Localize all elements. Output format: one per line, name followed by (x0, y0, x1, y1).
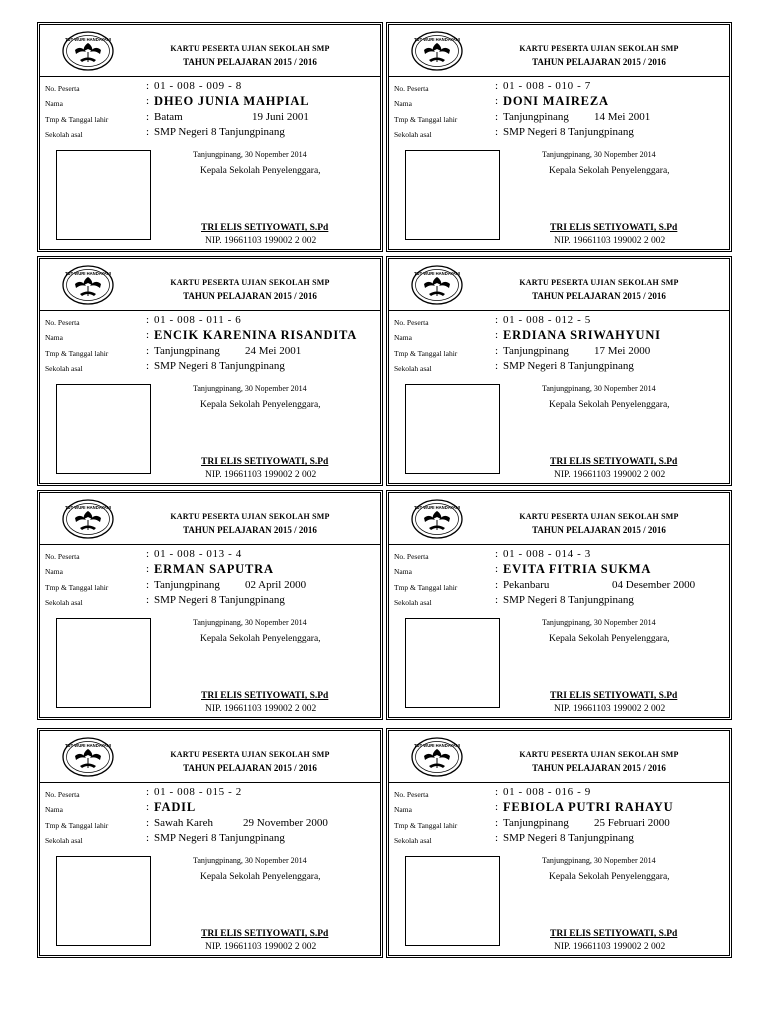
label-sekolah: Sekolah asal (45, 364, 83, 373)
card-title: KARTU PESERTA UJIAN SEKOLAH SMP (170, 512, 330, 521)
exam-card-5 (37, 490, 383, 720)
card-header (40, 259, 380, 311)
signer-position: Kepala Sekolah Penyelenggara, (200, 634, 321, 644)
signer-position: Kepala Sekolah Penyelenggara, (200, 400, 321, 410)
value-tempat-lahir: Tanjungpinang (154, 579, 220, 591)
colon: : (146, 314, 150, 326)
label-no-peserta: No. Peserta (394, 84, 429, 93)
svg-text:TUT WURI HANDAYANI: TUT WURI HANDAYANI (65, 505, 111, 510)
row-ttl (394, 578, 725, 594)
value-no-peserta: 01 - 008 - 012 - 5 (503, 314, 591, 326)
row-nama (45, 562, 376, 578)
row-ttl (394, 110, 725, 126)
row-ttl (45, 816, 376, 832)
colon: : (495, 832, 499, 844)
photo-box (56, 150, 151, 240)
card-header (40, 493, 380, 545)
value-tanggal-lahir: 17 Mei 2000 (594, 345, 651, 357)
card-title: KARTU PESERTA UJIAN SEKOLAH SMP (519, 278, 679, 287)
place-date: Tanjungpinang, 30 Nopember 2014 (542, 618, 656, 627)
label-no-peserta: No. Peserta (45, 790, 80, 799)
photo-box (405, 618, 500, 708)
row-nama (394, 94, 725, 110)
value-nama: ENCIK KARENINA RISANDITA (154, 328, 358, 342)
place-date: Tanjungpinang, 30 Nopember 2014 (193, 384, 307, 393)
photo-box (56, 384, 151, 474)
label-nama: Nama (394, 567, 412, 576)
value-tempat-lahir: Pekanbaru (503, 579, 550, 591)
label-sekolah: Sekolah asal (394, 598, 432, 607)
label-no-peserta: No. Peserta (394, 790, 429, 799)
label-sekolah: Sekolah asal (45, 836, 83, 845)
card-title: KARTU PESERTA UJIAN SEKOLAH SMP (170, 750, 330, 759)
label-ttl: Tmp & Tanggal lahir (45, 115, 109, 124)
label-ttl: Tmp & Tanggal lahir (394, 349, 458, 358)
signer-position: Kepala Sekolah Penyelenggara, (549, 634, 670, 644)
colon: : (146, 548, 150, 560)
exam-card-7 (37, 728, 383, 958)
value-sekolah: SMP Negeri 8 Tanjungpinang (154, 360, 285, 372)
label-nama: Nama (394, 99, 412, 108)
value-no-peserta: 01 - 008 - 015 - 2 (154, 786, 242, 798)
exam-card-2 (386, 22, 732, 252)
svg-text:TUT WURI HANDAYANI: TUT WURI HANDAYANI (65, 37, 111, 42)
value-tempat-lahir: Tanjungpinang (503, 817, 569, 829)
signer-nip: NIP. 19661103 199002 2 002 (554, 704, 666, 714)
signer-nip: NIP. 19661103 199002 2 002 (205, 942, 317, 952)
svg-text:TUT WURI HANDAYANI: TUT WURI HANDAYANI (65, 743, 111, 748)
place-date: Tanjungpinang, 30 Nopember 2014 (542, 856, 656, 865)
colon: : (146, 579, 150, 591)
card-title: KARTU PESERTA UJIAN SEKOLAH SMP (170, 44, 330, 53)
signer-position: Kepala Sekolah Penyelenggara, (549, 166, 670, 176)
tut-wuri-handayani-logo-icon (410, 264, 464, 306)
colon: : (146, 786, 150, 798)
label-sekolah: Sekolah asal (394, 364, 432, 373)
card-title: KARTU PESERTA UJIAN SEKOLAH SMP (519, 44, 679, 53)
value-tanggal-lahir: 04 Desember 2000 (612, 579, 696, 591)
value-tanggal-lahir: 25 Februari 2000 (594, 817, 670, 829)
signer-name: TRI ELIS SETIYOWATI, S.Pd (550, 457, 678, 467)
svg-text:TUT WURI HANDAYANI: TUT WURI HANDAYANI (414, 743, 460, 748)
row-sekolah (394, 831, 725, 847)
photo-box (405, 150, 500, 240)
label-sekolah: Sekolah asal (394, 130, 432, 139)
value-tanggal-lahir: 19 Juni 2001 (252, 111, 309, 123)
value-tanggal-lahir: 24 Mei 2001 (245, 345, 302, 357)
colon: : (495, 817, 499, 829)
signer-name: TRI ELIS SETIYOWATI, S.Pd (201, 457, 329, 467)
value-sekolah: SMP Negeri 8 Tanjungpinang (154, 832, 285, 844)
colon: : (146, 594, 150, 606)
value-nama: ERMAN SAPUTRA (154, 562, 274, 576)
colon: : (495, 126, 499, 138)
svg-text:TUT WURI HANDAYANI: TUT WURI HANDAYANI (414, 271, 460, 276)
card-subtitle: TAHUN PELAJARAN 2015 / 2016 (532, 763, 666, 773)
value-tempat-lahir: Tanjungpinang (503, 345, 569, 357)
exam-card-3 (37, 256, 383, 486)
colon: : (495, 345, 499, 357)
tut-wuri-handayani-logo-icon (61, 30, 115, 72)
colon: : (146, 360, 150, 372)
label-ttl: Tmp & Tanggal lahir (394, 583, 458, 592)
signer-name: TRI ELIS SETIYOWATI, S.Pd (201, 929, 329, 939)
row-sekolah (394, 359, 725, 375)
photo-box (405, 384, 500, 474)
value-no-peserta: 01 - 008 - 009 - 8 (154, 80, 242, 92)
value-no-peserta: 01 - 008 - 014 - 3 (503, 548, 591, 560)
place-date: Tanjungpinang, 30 Nopember 2014 (193, 150, 307, 159)
label-sekolah: Sekolah asal (45, 598, 83, 607)
label-no-peserta: No. Peserta (394, 318, 429, 327)
row-ttl (45, 110, 376, 126)
place-date: Tanjungpinang, 30 Nopember 2014 (542, 150, 656, 159)
signer-name: TRI ELIS SETIYOWATI, S.Pd (201, 223, 329, 233)
tut-wuri-handayani-logo-icon (410, 30, 464, 72)
colon: : (146, 329, 150, 341)
label-nama: Nama (45, 333, 63, 342)
card-header (40, 731, 380, 783)
colon: : (495, 801, 499, 813)
row-ttl (394, 344, 725, 360)
colon: : (495, 594, 499, 606)
colon: : (146, 563, 150, 575)
colon: : (495, 786, 499, 798)
card-subtitle: TAHUN PELAJARAN 2015 / 2016 (532, 291, 666, 301)
row-sekolah (45, 125, 376, 141)
photo-box (405, 856, 500, 946)
colon: : (146, 345, 150, 357)
card-header (389, 25, 729, 77)
label-nama: Nama (45, 99, 63, 108)
value-tanggal-lahir: 02 April 2000 (245, 579, 307, 591)
exam-card-1 (37, 22, 383, 252)
card-subtitle: TAHUN PELAJARAN 2015 / 2016 (532, 57, 666, 67)
label-ttl: Tmp & Tanggal lahir (45, 583, 109, 592)
photo-box (56, 618, 151, 708)
card-sheet (37, 22, 737, 952)
tut-wuri-handayani-logo-icon (61, 498, 115, 540)
colon: : (146, 111, 150, 123)
card-header (389, 731, 729, 783)
row-sekolah (45, 359, 376, 375)
value-tempat-lahir: Batam (154, 111, 183, 123)
tut-wuri-handayani-logo-icon (61, 264, 115, 306)
value-no-peserta: 01 - 008 - 016 - 9 (503, 786, 591, 798)
colon: : (495, 548, 499, 560)
value-nama: FADIL (154, 800, 196, 814)
svg-text:TUT WURI HANDAYANI: TUT WURI HANDAYANI (414, 37, 460, 42)
colon: : (495, 314, 499, 326)
signer-name: TRI ELIS SETIYOWATI, S.Pd (550, 929, 678, 939)
label-ttl: Tmp & Tanggal lahir (45, 821, 109, 830)
place-date: Tanjungpinang, 30 Nopember 2014 (193, 618, 307, 627)
signer-name: TRI ELIS SETIYOWATI, S.Pd (201, 691, 329, 701)
tut-wuri-handayani-logo-icon (410, 736, 464, 778)
colon: : (495, 563, 499, 575)
value-sekolah: SMP Negeri 8 Tanjungpinang (154, 126, 285, 138)
colon: : (495, 360, 499, 372)
signer-name: TRI ELIS SETIYOWATI, S.Pd (550, 223, 678, 233)
label-sekolah: Sekolah asal (394, 836, 432, 845)
signer-nip: NIP. 19661103 199002 2 002 (205, 704, 317, 714)
card-title: KARTU PESERTA UJIAN SEKOLAH SMP (519, 512, 679, 521)
row-sekolah (45, 593, 376, 609)
value-no-peserta: 01 - 008 - 013 - 4 (154, 548, 242, 560)
signer-nip: NIP. 19661103 199002 2 002 (554, 942, 666, 952)
card-subtitle: TAHUN PELAJARAN 2015 / 2016 (183, 525, 317, 535)
label-ttl: Tmp & Tanggal lahir (394, 115, 458, 124)
value-nama: FEBIOLA PUTRI RAHAYU (503, 800, 674, 814)
card-subtitle: TAHUN PELAJARAN 2015 / 2016 (183, 763, 317, 773)
signer-nip: NIP. 19661103 199002 2 002 (205, 470, 317, 480)
tut-wuri-handayani-logo-icon (410, 498, 464, 540)
exam-card-4 (386, 256, 732, 486)
svg-text:TUT WURI HANDAYANI: TUT WURI HANDAYANI (65, 271, 111, 276)
row-nama (394, 328, 725, 344)
colon: : (495, 80, 499, 92)
row-ttl (45, 578, 376, 594)
label-nama: Nama (45, 567, 63, 576)
row-ttl (394, 816, 725, 832)
card-subtitle: TAHUN PELAJARAN 2015 / 2016 (532, 525, 666, 535)
colon: : (146, 801, 150, 813)
place-date: Tanjungpinang, 30 Nopember 2014 (542, 384, 656, 393)
value-sekolah: SMP Negeri 8 Tanjungpinang (503, 360, 634, 372)
row-nama (45, 328, 376, 344)
card-header (389, 259, 729, 311)
row-sekolah (394, 125, 725, 141)
label-no-peserta: No. Peserta (45, 318, 80, 327)
signer-position: Kepala Sekolah Penyelenggara, (549, 400, 670, 410)
value-no-peserta: 01 - 008 - 011 - 6 (154, 314, 242, 326)
label-no-peserta: No. Peserta (45, 552, 80, 561)
place-date: Tanjungpinang, 30 Nopember 2014 (193, 856, 307, 865)
row-nama (45, 800, 376, 816)
value-sekolah: SMP Negeri 8 Tanjungpinang (503, 126, 634, 138)
colon: : (146, 817, 150, 829)
exam-card-8 (386, 728, 732, 958)
colon: : (146, 95, 150, 107)
value-nama: DONI MAIREZA (503, 94, 609, 108)
value-tanggal-lahir: 14 Mei 2001 (594, 111, 651, 123)
signer-nip: NIP. 19661103 199002 2 002 (205, 236, 317, 246)
card-subtitle: TAHUN PELAJARAN 2015 / 2016 (183, 57, 317, 67)
label-sekolah: Sekolah asal (45, 130, 83, 139)
row-ttl (45, 344, 376, 360)
colon: : (146, 832, 150, 844)
row-sekolah (45, 831, 376, 847)
value-nama: EVITA FITRIA SUKMA (503, 562, 652, 576)
exam-card-6 (386, 490, 732, 720)
tut-wuri-handayani-logo-icon (61, 736, 115, 778)
card-header (389, 493, 729, 545)
value-nama: ERDIANA SRIWAHYUNI (503, 328, 661, 342)
value-tempat-lahir: Tanjungpinang (154, 345, 220, 357)
value-no-peserta: 01 - 008 - 010 - 7 (503, 80, 591, 92)
card-title: KARTU PESERTA UJIAN SEKOLAH SMP (519, 750, 679, 759)
colon: : (146, 80, 150, 92)
row-nama (394, 562, 725, 578)
value-sekolah: SMP Negeri 8 Tanjungpinang (503, 594, 634, 606)
row-nama (394, 800, 725, 816)
label-nama: Nama (45, 805, 63, 814)
label-ttl: Tmp & Tanggal lahir (45, 349, 109, 358)
label-nama: Nama (394, 333, 412, 342)
photo-box (56, 856, 151, 946)
colon: : (495, 111, 499, 123)
value-tanggal-lahir: 29 November 2000 (243, 817, 328, 829)
card-header (40, 25, 380, 77)
signer-nip: NIP. 19661103 199002 2 002 (554, 236, 666, 246)
value-sekolah: SMP Negeri 8 Tanjungpinang (154, 594, 285, 606)
signer-nip: NIP. 19661103 199002 2 002 (554, 470, 666, 480)
signer-position: Kepala Sekolah Penyelenggara, (549, 872, 670, 882)
card-title: KARTU PESERTA UJIAN SEKOLAH SMP (170, 278, 330, 287)
colon: : (495, 95, 499, 107)
value-nama: DHEO JUNIA MAHPIAL (154, 94, 310, 108)
signer-position: Kepala Sekolah Penyelenggara, (200, 872, 321, 882)
row-sekolah (394, 593, 725, 609)
row-nama (45, 94, 376, 110)
colon: : (495, 329, 499, 341)
card-subtitle: TAHUN PELAJARAN 2015 / 2016 (183, 291, 317, 301)
signer-name: TRI ELIS SETIYOWATI, S.Pd (550, 691, 678, 701)
colon: : (495, 579, 499, 591)
label-no-peserta: No. Peserta (394, 552, 429, 561)
signer-position: Kepala Sekolah Penyelenggara, (200, 166, 321, 176)
label-no-peserta: No. Peserta (45, 84, 80, 93)
value-sekolah: SMP Negeri 8 Tanjungpinang (503, 832, 634, 844)
label-nama: Nama (394, 805, 412, 814)
svg-text:TUT WURI HANDAYANI: TUT WURI HANDAYANI (414, 505, 460, 510)
label-ttl: Tmp & Tanggal lahir (394, 821, 458, 830)
value-tempat-lahir: Sawah Kareh (154, 817, 213, 829)
colon: : (146, 126, 150, 138)
value-tempat-lahir: Tanjungpinang (503, 111, 569, 123)
